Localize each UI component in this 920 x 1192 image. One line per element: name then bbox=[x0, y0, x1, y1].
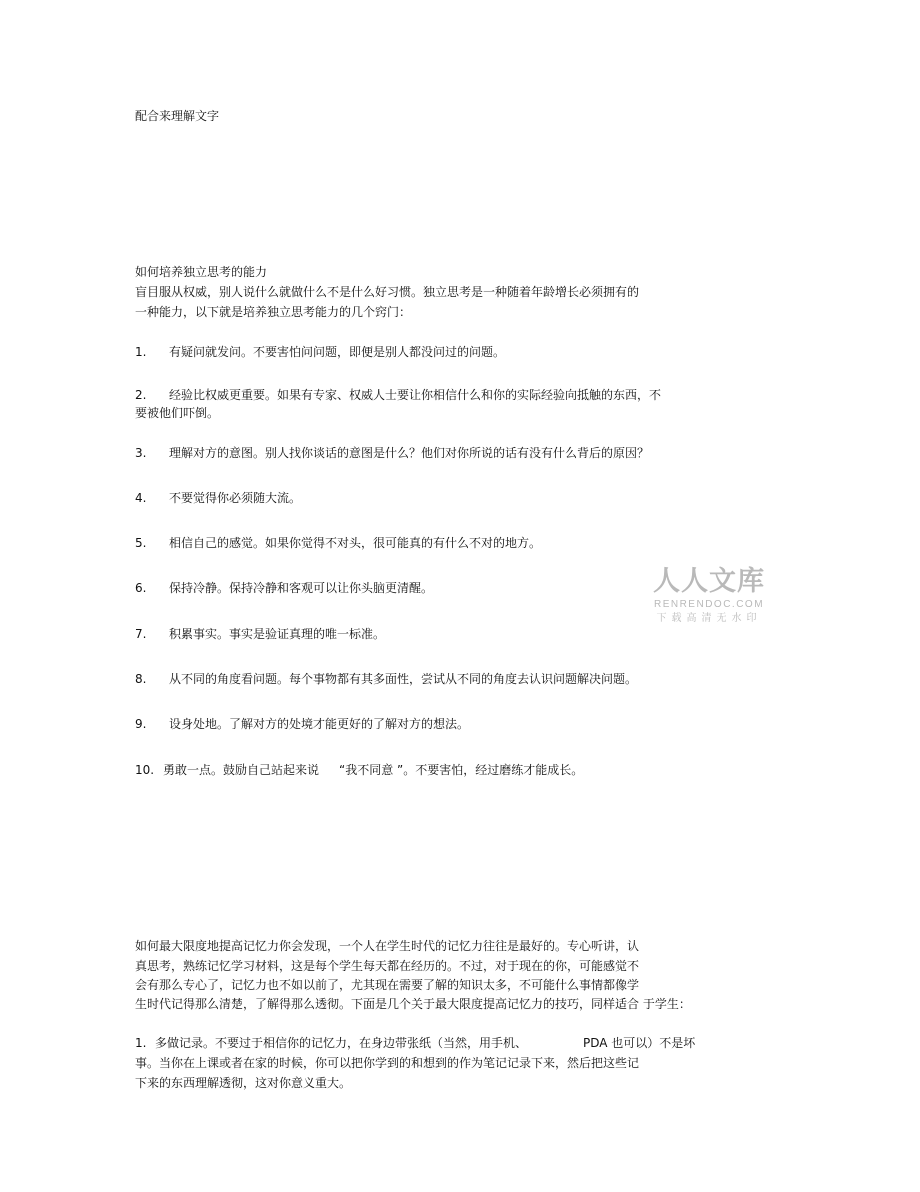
list-item-number: 1. bbox=[135, 1036, 147, 1050]
list-item-number: 2. bbox=[135, 388, 147, 402]
list-item bbox=[135, 490, 301, 506]
list-item-text: 理解对方的意图。别人找你谈话的意图是什么？他们对你所说的话有没有什么背后的原因？ bbox=[169, 446, 650, 460]
list-item-number: 5. bbox=[135, 536, 147, 550]
list-item bbox=[135, 580, 433, 596]
list-item bbox=[135, 671, 637, 687]
list-item bbox=[135, 387, 661, 403]
list-item bbox=[135, 762, 583, 778]
list-item-text: 有疑问就发问。不要害怕问问题，即便是别人都没问过的问题。 bbox=[169, 345, 506, 359]
list-item bbox=[135, 535, 541, 551]
paragraph-line: 如何最大限度地提高记忆力你会发现，一个人在学生时代的记忆力往往是最好的。专心听讲，认 bbox=[135, 939, 640, 953]
list-item bbox=[135, 445, 649, 461]
list-item-number: 4. bbox=[135, 491, 147, 505]
watermark bbox=[646, 566, 772, 626]
list-item-text: 。不要害怕，经过磨练才能成长。 bbox=[403, 763, 584, 777]
list-item-text: 积累事实。事实是验证真理的唯一标准。 bbox=[169, 627, 386, 641]
list-item-text: PDA 也可以）不是坏 bbox=[583, 1036, 696, 1050]
list-item-text: 保持冷静。保持冷静和客观可以让你头脑更清醒。 bbox=[169, 581, 434, 595]
list-item-text: 相信自己的感觉。如果你觉得不对头，很可能真的有什么不对的地方。 bbox=[169, 536, 542, 550]
list-item-number: 6. bbox=[135, 581, 147, 595]
list-item bbox=[135, 344, 505, 360]
list-item-number: 7. bbox=[135, 627, 147, 641]
list-item-text: 多做记录。不要过于相信你的记忆力，在身边带张纸（当然，用手机、 bbox=[155, 1036, 528, 1050]
list-item-text: 设身处地。了解对方的处境才能更好的了解对方的想法。 bbox=[169, 717, 470, 731]
list-item-text: 经验比权威更重要。如果有专家、权威人士要让你相信什么和你的实际经验向抵触的东西，不 bbox=[169, 388, 662, 402]
list-item-number: 1. bbox=[135, 345, 147, 359]
list-item-number: 3. bbox=[135, 446, 147, 460]
intro-line: 一种能力，以下就是培养独立思考能力的几个窍门： bbox=[135, 305, 412, 319]
watermark-logo-text: 人人文库 bbox=[653, 566, 765, 597]
watermark-tagline: 下载高清无水印 bbox=[656, 613, 762, 624]
intro-line: 盲目服从权威，别人说什么就做什么不是什么好习惯。独立思考是一种随着年龄增长必须拥有的 bbox=[135, 285, 640, 299]
paragraph-line: 会有那么专心了，记忆力也不如以前了，尤其现在需要了解的知识太多，不可能什么事情都像学 bbox=[135, 978, 640, 992]
list-item-continuation: 要被他们吓倒。 bbox=[135, 406, 220, 420]
list-item-continuation: 下来的东西理解透彻，这对你意义重大。 bbox=[135, 1076, 352, 1090]
paragraph-line: 生时代记得那么清楚，了解得那么透彻。下面是几个关于最大限度提高记忆力的技巧，同样适合 于学生： bbox=[135, 997, 691, 1011]
list-item-quote: “我不同意 ” bbox=[339, 763, 404, 777]
list-item bbox=[135, 626, 385, 642]
list-item-number: 8. bbox=[135, 672, 147, 686]
list-item-number: 10. bbox=[135, 763, 155, 777]
list-item bbox=[135, 1035, 695, 1051]
watermark-url: RENRENDOC.COM bbox=[653, 599, 765, 610]
list-item-number: 9. bbox=[135, 717, 147, 731]
list-item-continuation: 事。当你在上课或者在家的时候，你可以把你学到的和想到的作为笔记记录下来，然后把这些记 bbox=[135, 1056, 640, 1070]
list-item-text: 勇敢一点。鼓励自己站起来说 bbox=[163, 763, 320, 777]
page-heading: 配合来理解文字 bbox=[135, 109, 220, 123]
section-title-independent-thinking: 如何培养独立思考的能力 bbox=[135, 265, 268, 279]
list-item bbox=[135, 716, 469, 732]
list-item-text: 从不同的角度看问题。每个事物都有其多面性，尝试从不同的角度去认识问题解决问题。 bbox=[169, 672, 638, 686]
paragraph-line: 真思考，熟练记忆学习材料，这是每个学生每天都在经历的。不过，对于现在的你，可能感觉不 bbox=[135, 959, 640, 973]
list-item-text: 不要觉得你必须随大流。 bbox=[169, 491, 302, 505]
